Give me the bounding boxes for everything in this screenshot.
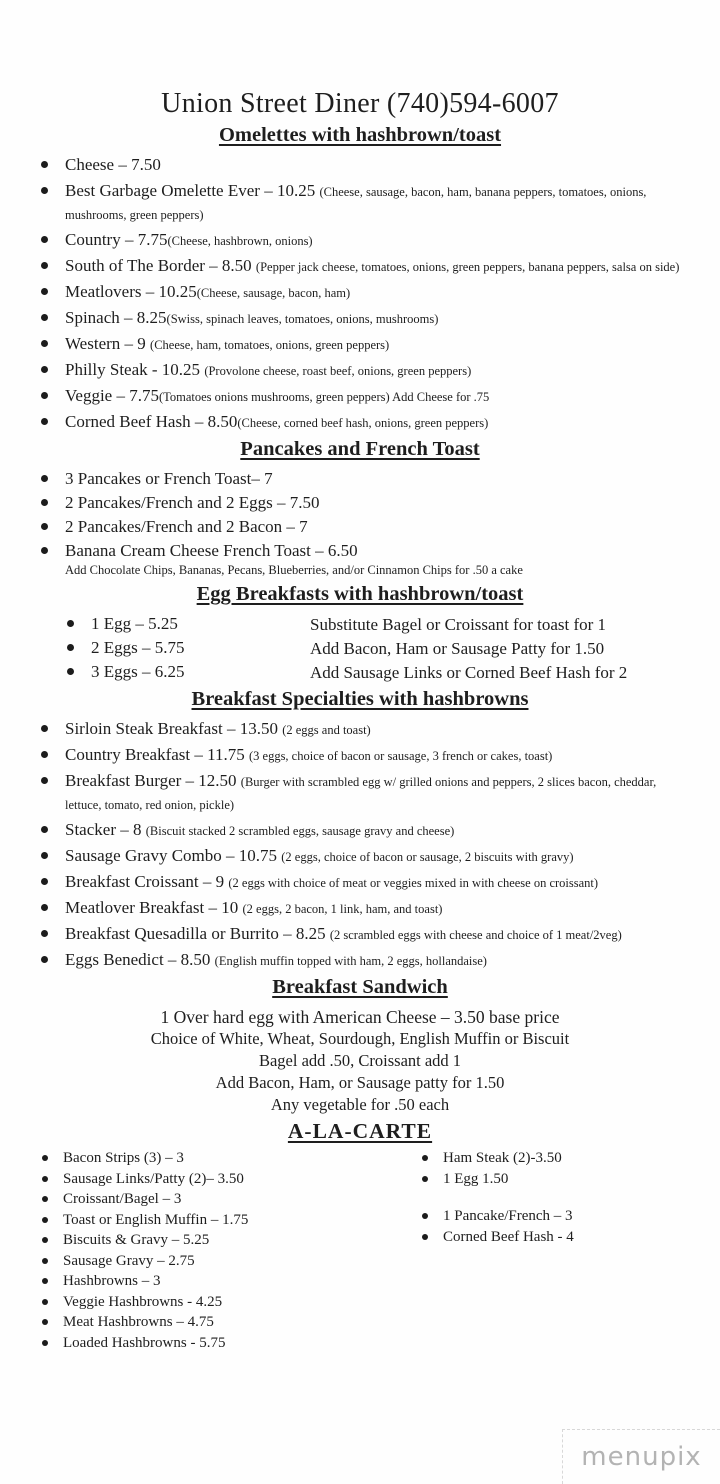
item-name: Banana Cream Cheese French Toast – 6.50 [65,541,358,560]
menu-item [38,359,694,382]
item-name: Ham Steak (2)-3.50 [443,1150,562,1166]
bullet-icon [67,620,74,627]
bullet-icon [41,904,48,911]
menu-item [64,661,310,682]
menu-item [38,1191,418,1209]
menu-item [38,180,694,226]
menu-item [38,819,694,842]
item-desc: (Provolone cheese, roast beef, onions, green peppers) [204,364,472,378]
item-name: Philly Steak - 10.25 [65,360,205,379]
menu-item [38,770,694,816]
menu-item [38,154,694,177]
watermark-logo: menupix [581,1442,702,1472]
item-name: 3 Pancakes or French Toast– 7 [65,469,273,488]
watermark-box [562,1429,720,1484]
section-breakfast-sandwich [0,975,720,1116]
item-name: Breakfast Croissant – 9 [65,872,229,891]
menu-item [418,1171,574,1189]
item-name: 1 Egg 1.50 [443,1170,509,1187]
bullet-icon [41,475,48,482]
bullet-icon [67,668,74,675]
bullet-icon [41,418,48,425]
section-heading-pancakes: Pancakes and French Toast [240,438,480,460]
item-name: 1 Egg – 5.25 [91,614,178,633]
sandwich-line: Bagel add .50, Croissant add 1 [258,1051,462,1070]
item-name: Sausage Gravy Combo – 10.75 [65,846,282,865]
sandwich-line: Add Bacon, Ham, or Sausage patty for 1.50 [215,1073,505,1092]
menu-item [38,1253,418,1271]
item-desc: (Tomatoes onions mushrooms, green peppers) Add Cheese for .75 [158,390,490,404]
bullet-icon [41,187,48,194]
bullet-icon [41,930,48,937]
bullet-icon [41,499,48,506]
bullet-icon [41,288,48,295]
item-name: Loaded Hashbrowns - 5.75 [63,1334,226,1351]
menu-item [38,1273,418,1291]
item-name: Meat Hashbrowns – 4.75 [63,1314,214,1330]
item-name: Bacon Strips (3) – 3 [63,1150,184,1166]
menu-item [38,718,694,741]
bullet-icon [422,1213,428,1219]
item-desc: (Biscuit stacked 2 scrambled eggs, sausage gravy and cheese) [145,824,455,838]
egg-breakfasts-columns [0,613,720,685]
bullet-icon [42,1196,48,1202]
menu-item [38,1212,418,1230]
item-name: Country – 7.75 [65,230,168,249]
menu-item [38,492,694,513]
item-name: 2 Eggs – 5.75 [91,638,185,657]
item-desc: (2 eggs, 2 bacon, 1 link, ham, and toast) [242,902,443,916]
item-desc: (2 eggs and toast) [282,723,371,737]
bullet-icon [41,161,48,168]
section-omelettes [0,123,720,434]
item-name: Best Garbage Omelette Ever – 10.25 [65,181,320,200]
sandwich-line: Choice of White, Wheat, Sourdough, English Muffin or Biscuit [150,1029,570,1048]
bullet-icon [41,262,48,269]
menu-item [418,1208,574,1226]
section-heading-specialties: Breakfast Specialties with hashbrowns [191,688,529,710]
section-alacarte [0,1118,720,1355]
item-desc: (Pepper jack cheese, tomatoes, onions, green peppers, banana peppers, salsa on side) [255,260,680,274]
item-name: Sausage Gravy – 2.75 [63,1252,195,1269]
item-name: Stacker – 8 [65,820,146,839]
bullet-icon [422,1155,428,1161]
item-name: Corned Beef Hash – 8.50 [65,412,238,431]
bullet-icon [41,725,48,732]
bullet-icon [42,1217,48,1223]
item-name: South of The Border – 8.50 [65,256,256,275]
section-heading-egg-breakfasts: Egg Breakfasts with hashbrown/toast [196,583,524,605]
section-heading-omelettes: Omelettes with hashbrown/toast [218,124,502,146]
addon-line: Substitute Bagel or Croissant for toast for 1 [310,615,607,634]
item-desc: (Cheese, sausage, bacon, ham, banana peppers, tomatoes, onions, mushrooms, green peppers) [65,185,647,222]
sandwich-lines [0,1006,720,1116]
item-name: Hashbrowns – 3 [63,1273,161,1289]
bullet-icon [42,1278,48,1284]
item-name: Toast or English Muffin – 1.75 [63,1211,249,1228]
section-heading-breakfast-sandwich: Breakfast Sandwich [272,976,448,998]
menu-item [38,744,694,767]
egg-addons [310,613,627,685]
item-name: 1 Pancake/French – 3 [443,1208,573,1224]
addon-line: Add Bacon, Ham or Sausage Patty for 1.50 [310,639,605,658]
bullet-icon [42,1258,48,1264]
item-name: Veggie – 7.75 [65,386,159,405]
menu-page [0,87,720,1472]
bullet-icon [41,751,48,758]
bullet-icon [42,1299,48,1305]
menu-item [38,845,694,868]
menu-item [38,281,694,304]
bullet-icon [42,1176,48,1182]
sandwich-line: 1 Over hard egg with American Cheese – 3.50 base price [160,1007,560,1027]
menu-item [38,411,694,434]
item-desc: (2 eggs with choice of meat or veggies mixed in with cheese on croissant) [228,876,599,890]
item-desc: (Cheese, corned beef hash, onions, green peppers) [237,416,489,430]
menu-item [38,1171,418,1189]
section-pancakes [0,437,720,579]
menu-item [38,1335,418,1353]
bullet-icon [41,878,48,885]
item-name: Sausage Links/Patty (2)– 3.50 [63,1170,244,1187]
alacarte-right-list-bottom [418,1208,574,1246]
item-name: Meatlovers – 10.25 [65,282,197,301]
item-desc: (Swiss, spinach leaves, tomatoes, onions, mushrooms) [166,312,439,326]
item-name: Breakfast Quesadilla or Burrito – 8.25 [65,924,330,943]
bullet-icon [42,1340,48,1346]
bullet-icon [41,777,48,784]
bullet-icon [422,1234,428,1240]
menu-title: Union Street Diner (740)594-6007 [161,88,559,119]
item-note: Add Chocolate Chips, Bananas, Pecans, Blueberries, and/or Cinnamon Chips for .50 a cake [65,563,523,577]
section-specialties [0,687,720,972]
menu-item [418,1150,574,1168]
bullet-icon [41,340,48,347]
addon-line: Add Sausage Links or Corned Beef Hash for 2 [310,663,628,682]
item-name: Meatlover Breakfast – 10 [65,898,243,917]
menu-item [38,307,694,330]
section-heading-alacarte: A-LA-CARTE [287,1119,433,1143]
item-name: Croissant/Bagel – 3 [63,1191,182,1207]
bullet-icon [42,1319,48,1325]
item-name: Cheese – 7.50 [65,155,161,174]
item-name: 3 Eggs – 6.25 [91,662,185,681]
omelettes-list [38,154,694,434]
item-desc: (English muffin topped with ham, 2 eggs, hollandaise) [214,954,487,968]
pancakes-list [38,468,694,579]
menu-item [418,1229,574,1247]
menu-item [38,255,694,278]
bullet-icon [67,644,74,651]
item-name: Corned Beef Hash - 4 [443,1228,574,1245]
item-desc: (Cheese, sausage, bacon, ham) [196,286,351,300]
menu-item [38,1294,418,1312]
bullet-icon [42,1155,48,1161]
menu-item [38,385,694,408]
bullet-icon [41,852,48,859]
menu-item [38,897,694,920]
menu-item [38,1314,418,1332]
item-name: 2 Pancakes/French and 2 Bacon – 7 [65,517,308,536]
menu-item [38,516,694,537]
bullet-icon [42,1237,48,1243]
menu-item [64,613,310,634]
sandwich-line: Any vegetable for .50 each [270,1095,450,1114]
menu-item [38,923,694,946]
alacarte-left-list [38,1150,418,1355]
menu-item [38,871,694,894]
item-name: Country Breakfast – 11.75 [65,745,249,764]
item-desc: (2 eggs, choice of bacon or sausage, 2 biscuits with gravy) [281,850,574,864]
item-name: Sirloin Steak Breakfast – 13.50 [65,719,283,738]
item-name: 2 Pancakes/French and 2 Eggs – 7.50 [65,493,320,512]
item-name: Veggie Hashbrowns - 4.25 [63,1293,223,1310]
alacarte-right-list-top [418,1150,574,1188]
bullet-icon [41,547,48,554]
item-desc: (Burger with scrambled egg w/ grilled onions and peppers, 2 slices bacon, cheddar, lettuce, tomato, red onion, pickle) [65,775,657,812]
bullet-icon [41,826,48,833]
bullet-icon [41,956,48,963]
bullet-icon [41,236,48,243]
item-desc: (Cheese, hashbrown, onions) [167,234,313,248]
item-name: Breakfast Burger – 12.50 [65,771,241,790]
item-name: Biscuits & Gravy – 5.25 [63,1232,210,1248]
menu-item [38,949,694,972]
menu-item [64,637,310,658]
item-name: Western – 9 [65,334,151,353]
item-desc: (Cheese, ham, tomatoes, onions, green peppers) [150,338,390,352]
bullet-icon [41,366,48,373]
bullet-icon [422,1176,428,1182]
bullet-icon [41,523,48,530]
alacarte-columns [0,1150,720,1355]
item-name: Eggs Benedict – 8.50 [65,950,215,969]
alacarte-right-column [418,1150,574,1355]
section-egg-breakfasts [0,582,720,685]
menu-item [38,333,694,356]
item-desc: (3 eggs, choice of bacon or sausage, 3 french or cakes, toast) [248,749,553,763]
item-name: Spinach – 8.25 [65,308,167,327]
menu-item [38,1150,418,1168]
menu-item [38,229,694,252]
specialties-list [38,718,694,972]
bullet-icon [41,392,48,399]
menu-item [38,540,694,579]
bullet-icon [41,314,48,321]
menu-item [38,1232,418,1250]
egg-list [0,613,310,685]
menu-item [38,468,694,489]
item-desc: (2 scrambled eggs with cheese and choice of 1 meat/2veg) [329,928,622,942]
